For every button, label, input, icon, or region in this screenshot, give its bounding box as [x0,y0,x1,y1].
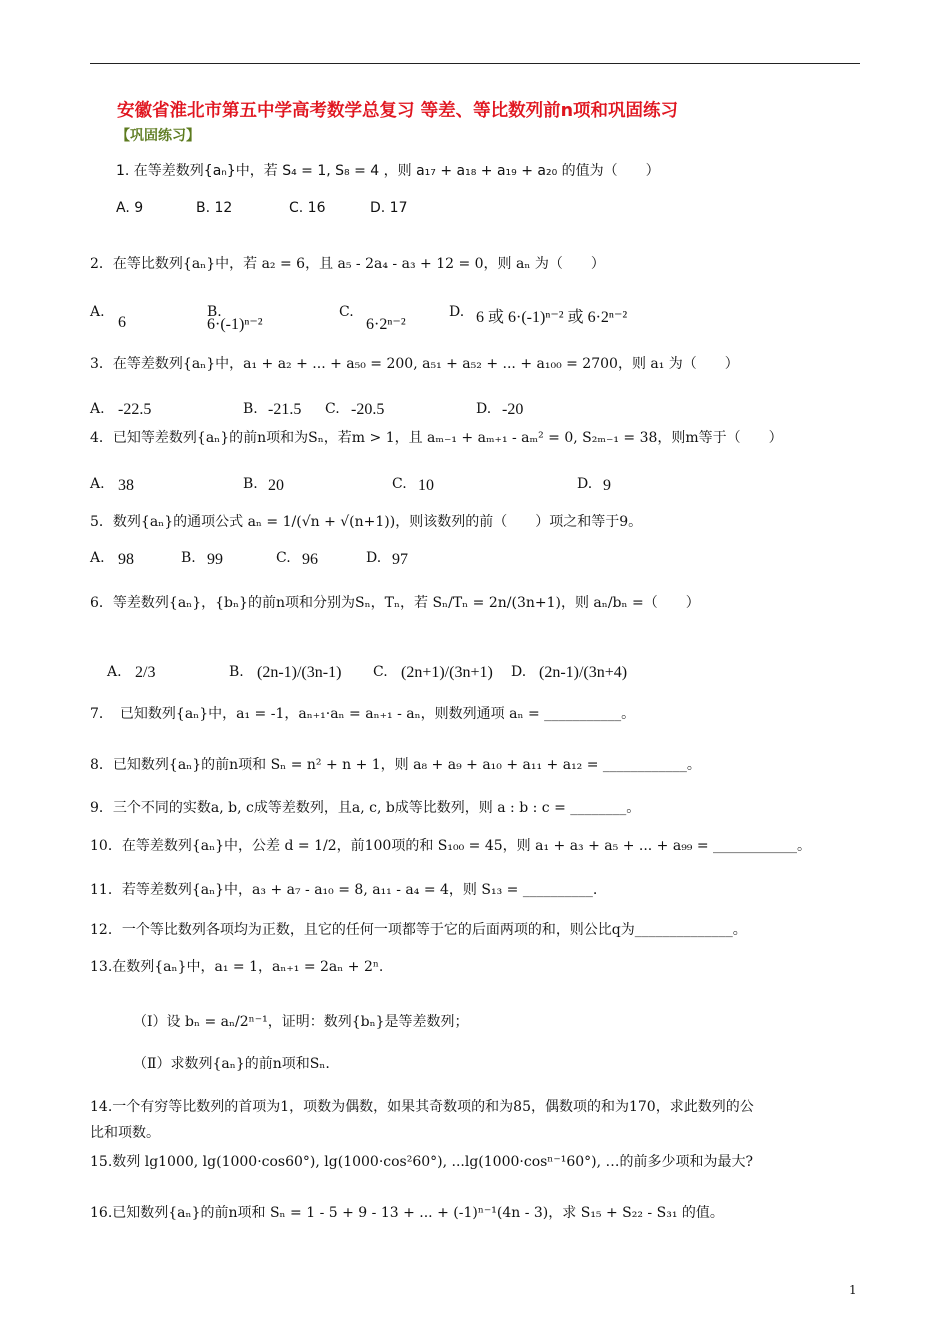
q1-option-b: B. 12 [196,200,233,216]
question-1-stem: 1. 在等差数列{aₙ}中，若 S₄ = 1, S₈ = 4 ，则 a₁₇ + a₁₈ + a₁₉ + a₂₀ 的值为（ ） [116,163,660,179]
q2-option-b-label: B. [207,304,222,320]
q2-option-d-value: 6 或 6·(-1)ⁿ⁻² 或 6·2ⁿ⁻² [476,309,628,326]
q4-option-c-label: C. [392,476,407,492]
q3-option-c-value: -20.5 [351,401,385,418]
q5-option-b-value: 99 [207,551,223,568]
q1-option-d: D. 17 [370,200,408,216]
question-13-part-1: （Ⅰ）设 bₙ = aₙ/2ⁿ⁻¹，证明：数列{bₙ}是等差数列； [133,1014,469,1030]
q1-option-c: C. 16 [289,200,326,216]
question-15: 15.数列 lg1000, lg(1000·cos60°), lg(1000·cos²60°), ...lg(1000·cosⁿ⁻¹60°), …的前多少项和为最大? [90,1154,754,1170]
q4-option-c-value: 10 [418,477,434,494]
q5-option-a-value: 98 [118,551,134,568]
q5-option-a-label: A. [90,550,105,566]
q5-option-d-value: 97 [392,551,408,568]
q3-option-d-value: -20 [502,401,524,418]
page-number: 1 [849,1283,857,1297]
q4-option-a-label: A. [90,476,105,492]
q4-option-d-value: 9 [603,477,611,494]
question-8: 8．已知数列{aₙ}的前n项和 Sₙ = n² + n + 1，则 a₈ + a₉ + a₁₀ + a₁₁ + a₁₂ = ____________。 [90,757,701,773]
question-12: 12．一个等比数列各项均为正数，且它的任何一项都等于它的后面两项的和，则公比q为______________。 [90,922,747,938]
q5-option-c-value: 96 [302,551,318,568]
q5-option-d-label: D. [366,550,382,566]
q6-option-c-value: (2n+1)/(3n+1) [401,664,493,681]
q3-option-a-label: A. [90,401,105,417]
q3-option-c-label: C. [325,401,340,417]
header-rule [90,63,860,64]
q6-option-b-label: B. [229,664,244,680]
q3-option-a-value: -22.5 [118,401,152,418]
question-16: 16.已知数列{aₙ}的前n项和 Sₙ = 1 - 5 + 9 - 13 + ... + (-1)ⁿ⁻¹(4n - 3)，求 S₁₅ + S₂₂ - S₃₁ 的值。 [90,1205,724,1221]
q3-option-b-label: B. [243,401,258,417]
q4-option-a-value: 38 [118,477,134,494]
question-6-stem: 6．等差数列{aₙ}，{bₙ}的前n项和分别为Sₙ，Tₙ，若 Sₙ/Tₙ = 2n/(3n+1)，则 aₙ/bₙ =（ ） [90,595,700,611]
question-5-stem: 5．数列{aₙ}的通项公式 aₙ = 1/(√n + √(n+1))，则该数列的前（ ）项之和等于9。 [90,514,643,530]
q2-option-c-value: 6·2ⁿ⁻² [366,316,406,333]
q6-option-a-value: 2/3 [135,664,156,681]
question-11: 11．若等差数列{aₙ}中，a₃ + a₇ - a₁₀ = 8, a₁₁ - a₄ = 4，则 S₁₃ = __________. [90,882,598,898]
document-title: 安徽省淮北市第五中学高考数学总复习 等差、等比数列前n项和巩固练习 [117,101,679,121]
q6-option-a-label: A. [107,664,122,680]
q1-option-a: A. 9 [116,200,144,216]
q2-option-c-label: C. [339,304,354,320]
question-13-part-2: （Ⅱ）求数列{aₙ}的前n项和Sₙ. [133,1056,330,1072]
question-13-stem: 13.在数列{aₙ}中，a₁ = 1，aₙ₊₁ = 2aₙ + 2ⁿ. [90,959,384,975]
q4-option-b-label: B. [243,476,258,492]
q6-option-c-label: C. [373,664,388,680]
q4-option-d-label: D. [577,476,593,492]
q4-option-b-value: 20 [268,477,284,494]
q2-option-d-label: D. [449,304,465,320]
question-14-line-2: 比和项数。 [90,1125,160,1141]
question-14-line-1: 14.一个有穷等比数列的首项为1，项数为偶数，如果其奇数项的和为85，偶数项的和为170，求此数列的公 [90,1099,754,1115]
q6-option-d-value: (2n-1)/(3n+4) [539,664,628,681]
section-heading: 【巩固练习】 [116,128,200,144]
question-9: 9．三个不同的实数a, b, c成等差数列，且a, c, b成等比数列，则 a : b : c = ________。 [90,800,641,816]
q6-option-b-value: (2n-1)/(3n-1) [257,664,342,681]
question-2-stem: 2．在等比数列{aₙ}中，若 a₂ = 6，且 a₅ - 2a₄ - a₃ + 12 = 0，则 aₙ 为（ ） [90,256,605,272]
question-7: 7． 已知数列{aₙ}中，a₁ = -1，aₙ₊₁·aₙ = aₙ₊₁ - aₙ，则数列通项 aₙ = ___________。 [90,706,636,722]
q2-option-a-value: 6 [118,314,126,331]
question-3-stem: 3．在等差数列{aₙ}中，a₁ + a₂ + ... + a₅₀ = 200, a₅₁ + a₅₂ + ... + a₁₀₀ = 2700，则 a₁ 为（ ） [90,356,739,372]
q6-option-d-label: D. [511,664,527,680]
q3-option-b-value: -21.5 [268,401,302,418]
q2-option-b-value: 6·(-1)ⁿ⁻² [207,316,263,333]
q2-option-a-label: A. [90,304,105,320]
q5-option-c-label: C. [276,550,291,566]
q3-option-d-label: D. [476,401,492,417]
q5-option-b-label: B. [181,550,196,566]
question-4-stem: 4．已知等差数列{aₙ}的前n项和为Sₙ，若m > 1，且 aₘ₋₁ + aₘ₊₁ - aₘ² = 0, S₂ₘ₋₁ = 38，则m等于（ ） [90,430,783,446]
question-10: 10．在等差数列{aₙ}中，公差 d = 1/2，前100项的和 S₁₀₀ = 45，则 a₁ + a₃ + a₅ + ... + a₉₉ = ____________。 [90,838,812,854]
